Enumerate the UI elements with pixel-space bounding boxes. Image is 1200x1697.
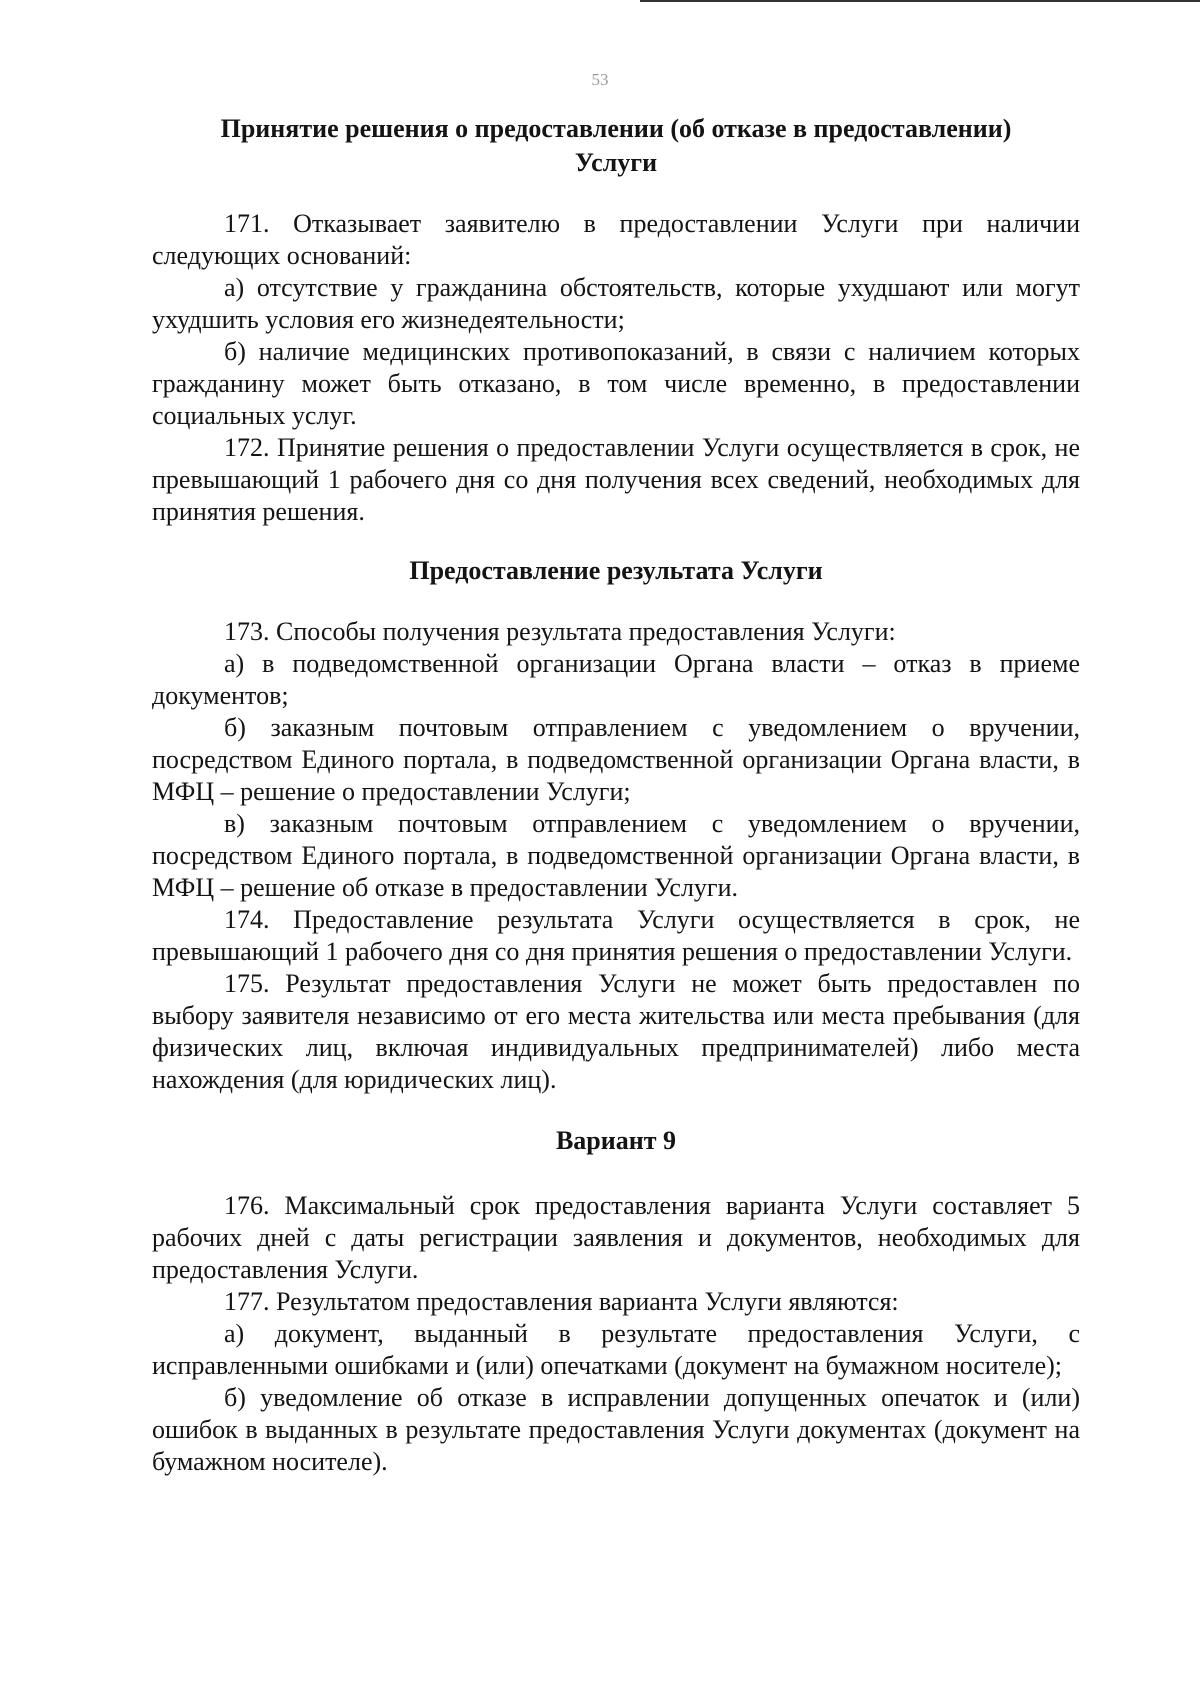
top-edge-rule xyxy=(640,0,1200,2)
paragraph-173-b: б) заказным почтовым отправлением с уведомлением о вручении, посредством Единого портала, в подведомственной организации Органа власти, в МФЦ – решение о предоставлении Услуги; xyxy=(152,713,1080,806)
paragraph-177-a: а) документ, выданный в результате предоставления Услуги, с исправленными ошибками и (или) опечатками (документ на бумажном носителе); xyxy=(152,1319,1080,1380)
section-heading-result: Предоставление результата Услуги xyxy=(409,556,823,585)
paragraph-177: 177. Результатом предоставления варианта Услуги являются: xyxy=(224,1287,899,1316)
paragraph-171-b: б) наличие медицинских противопоказаний, в связи с наличием которых гражданину может быть отказано, в том числе временно, в предоставлении социальных услуг. xyxy=(152,337,1080,430)
section-heading-decision xyxy=(152,112,1080,180)
section-heading-line: Услуги xyxy=(574,148,658,177)
paragraph-175: 175. Результат предоставления Услуги не может быть предоставлен по выбору заявителя независимо от его места жительства или места пребывания (для физических лиц, включая индивидуальных предпринимателей) либо места нахождения (для юридических лиц). xyxy=(152,969,1080,1094)
section-heading-line: Принятие решения о предоставлении (об отказе в предоставлении) xyxy=(220,114,1012,143)
paragraph-173-v: в) заказным почтовым отправлением с уведомлением о вручении, посредством Единого портала, в подведомственной организации Органа власти, в МФЦ – решение об отказе в предоставлении Услуги. xyxy=(152,809,1080,902)
paragraph-172: 172. Принятие решения о предоставлении Услуги осуществляется в срок, не превышающий 1 рабочего дня со дня получения всех сведений, необходимых для принятия решения. xyxy=(152,433,1080,526)
paragraph-173-a: а) в подведомственной организации Органа власти – отказ в приеме документов; xyxy=(152,649,1080,710)
paragraph-174: 174. Предоставление результата Услуги осуществляется в срок, не превышающий 1 рабочего дня со дня принятия решения о предоставлении Услуги. xyxy=(152,905,1080,966)
paragraph-176: 176. Максимальный срок предоставления варианта Услуги составляет 5 рабочих дней с даты регистрации заявления и документов, необходимых для предоставления Услуги. xyxy=(152,1191,1080,1284)
paragraph-171-a: а) отсутствие у гражданина обстоятельств, которые ухудшают или могут ухудшить условия его жизнедеятельности; xyxy=(152,273,1080,334)
paragraph-173: 173. Способы получения результата предоставления Услуги: xyxy=(224,617,896,646)
paragraph-177-b: б) уведомление об отказе в исправлении допущенных опечаток и (или) ошибок в выданных в результате предоставления Услуги документах (документ на бумажном носителе). xyxy=(152,1383,1080,1476)
paragraph-171: 171. Отказывает заявителю в предоставлении Услуги при наличии следующих оснований: xyxy=(152,209,1080,270)
section-heading-variant-9: Вариант 9 xyxy=(555,1126,677,1155)
page-number: 53 xyxy=(591,70,609,89)
document-body xyxy=(152,112,1080,1478)
